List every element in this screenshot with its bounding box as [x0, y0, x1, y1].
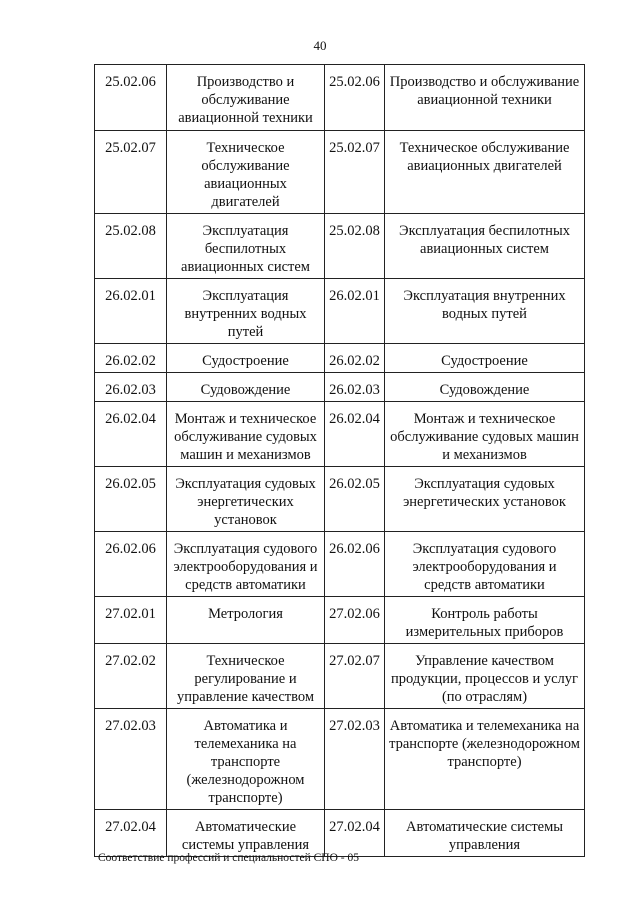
old-code-cell: 26.02.03: [95, 373, 167, 402]
old-code-cell: 26.02.02: [95, 344, 167, 373]
new-name-cell: Техническое обслуживание авиационных двигателей: [385, 131, 585, 214]
new-name-cell: Судостроение: [385, 344, 585, 373]
old-code-cell: 27.02.04: [95, 810, 167, 857]
new-name-cell: Эксплуатация беспилотных авиационных систем: [385, 214, 585, 279]
old-code-cell: 27.02.02: [95, 644, 167, 709]
old-code-cell: 26.02.05: [95, 467, 167, 532]
old-name-cell: Метрология: [167, 597, 325, 644]
new-code-cell: 26.02.01: [325, 279, 385, 344]
table-row: [95, 467, 585, 532]
old-code-cell: 26.02.01: [95, 279, 167, 344]
new-code-cell: 25.02.08: [325, 214, 385, 279]
old-name-cell: Судостроение: [167, 344, 325, 373]
new-name-cell: Автоматические системы управления: [385, 810, 585, 857]
old-name-cell: Эксплуатация внутренних водных путей: [167, 279, 325, 344]
old-code-cell: 25.02.07: [95, 131, 167, 214]
new-name-cell: Эксплуатация внутренних водных путей: [385, 279, 585, 344]
table-row: [95, 373, 585, 402]
table-row: [95, 709, 585, 810]
old-name-cell: Техническое обслуживание авиационных двигателей: [167, 131, 325, 214]
old-code-cell: 27.02.03: [95, 709, 167, 810]
old-code-cell: 25.02.08: [95, 214, 167, 279]
old-name-cell: Производство и обслуживание авиационной техники: [167, 65, 325, 131]
new-name-cell: Судовождение: [385, 373, 585, 402]
table-row: [95, 279, 585, 344]
table-row: [95, 810, 585, 857]
old-code-cell: 26.02.06: [95, 532, 167, 597]
old-code-cell: 26.02.04: [95, 402, 167, 467]
new-name-cell: Производство и обслуживание авиационной техники: [385, 65, 585, 131]
old-name-cell: Техническое регулирование и управление качеством: [167, 644, 325, 709]
specialty-mapping-table: [94, 64, 585, 857]
new-code-cell: 25.02.07: [325, 131, 385, 214]
table-row: [95, 597, 585, 644]
old-name-cell: Эксплуатация судовых энергетических установок: [167, 467, 325, 532]
old-code-cell: 25.02.06: [95, 65, 167, 131]
new-code-cell: 27.02.04: [325, 810, 385, 857]
table-row: [95, 344, 585, 373]
new-code-cell: 27.02.06: [325, 597, 385, 644]
old-name-cell: Эксплуатация судового электрооборудования и средств автоматики: [167, 532, 325, 597]
table-row: [95, 644, 585, 709]
new-code-cell: 27.02.07: [325, 644, 385, 709]
table-row: [95, 402, 585, 467]
page-number: 40: [313, 38, 327, 53]
new-code-cell: 26.02.06: [325, 532, 385, 597]
new-code-cell: 26.02.05: [325, 467, 385, 532]
table-row: [95, 65, 585, 131]
new-name-cell: Монтаж и техническое обслуживание судовых машин и механизмов: [385, 402, 585, 467]
new-name-cell: Автоматика и телемеханика на транспорте (железнодорожном транспорте): [385, 709, 585, 810]
old-name-cell: Судовождение: [167, 373, 325, 402]
table-row: [95, 131, 585, 214]
new-name-cell: Контроль работы измерительных приборов: [385, 597, 585, 644]
old-name-cell: Автоматика и телемеханика на транспорте (железнодорожном транспорте): [167, 709, 325, 810]
new-code-cell: 27.02.03: [325, 709, 385, 810]
new-code-cell: 26.02.02: [325, 344, 385, 373]
table-row: [95, 532, 585, 597]
old-name-cell: Автоматические системы управления: [167, 810, 325, 857]
new-name-cell: Управление качеством продукции, процессов и услуг (по отраслям): [385, 644, 585, 709]
old-name-cell: Эксплуатация беспилотных авиационных систем: [167, 214, 325, 279]
new-code-cell: 26.02.04: [325, 402, 385, 467]
old-name-cell: Монтаж и техническое обслуживание судовых машин и механизмов: [167, 402, 325, 467]
new-name-cell: Эксплуатация судовых энергетических установок: [385, 467, 585, 532]
new-code-cell: 25.02.06: [325, 65, 385, 131]
new-name-cell: Эксплуатация судового электрооборудования и средств автоматики: [385, 532, 585, 597]
old-code-cell: 27.02.01: [95, 597, 167, 644]
table-row: [95, 214, 585, 279]
new-code-cell: 26.02.03: [325, 373, 385, 402]
document-footer: Соответствие профессий и специальностей СПО - 05: [98, 852, 359, 864]
